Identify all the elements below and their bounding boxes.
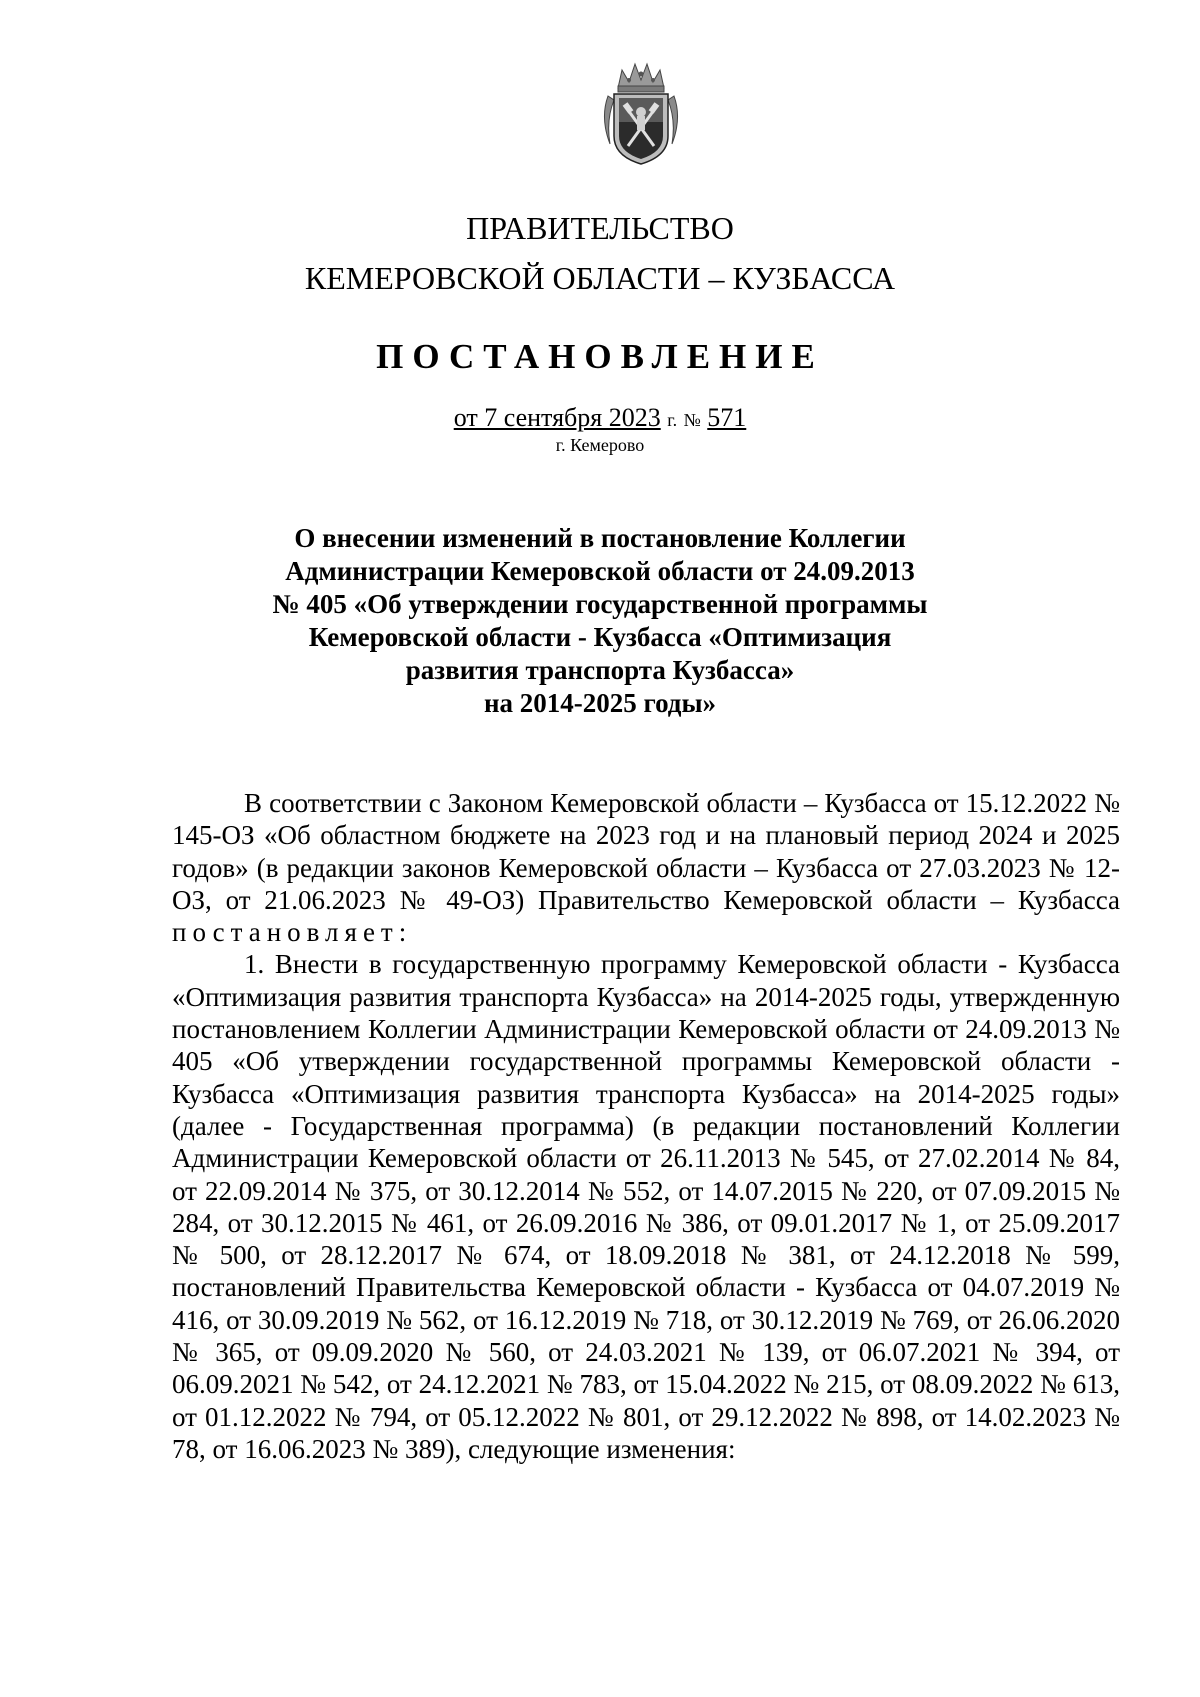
government-name-line1: ПРАВИТЕЛЬСТВО xyxy=(466,210,734,246)
resolves-word: постановляет: xyxy=(172,917,413,948)
preamble-text: В соответствии с Законом Кемеровской области – Кузбасса от 15.12.2022 № 145-ОЗ «Об областном бюджете на 2023 год и на плановый период 2024 и 2025 годов» (в редакции законов Кемеровской области – Кузбасса от 27.03.2023 № 12-ОЗ, от 21.06.2023 № 49-ОЗ) Правительство Кемеровской области – Кузбасса xyxy=(172,788,1120,915)
title-line: Администрации Кемеровской области от 24.09.2013 xyxy=(285,556,915,586)
clause-1-paragraph: 1. Внести в государственную программу Кемеровской области - Кузбасса «Оптимизация развития транспорта Кузбасса» на 2014-2025 годы, утвержденную постановлением Коллегии Администрации Кемеровской области от 24.09.2013 № 405 «Об утверждении государственной программы Кемеровской области - Кузбасса «Оптимизация развития транспорта Кузбасса» на 2014-2025 годы» (далее - Государственная программа) (в редакции постановлений Коллегии Администрации Кемеровской области от 26.11.2013 № 545, от 27.02.2014 № 84, от 22.09.2014 № 375, от 30.12.2014 № 552, от 14.07.2015 № 220, от 07.09.2015 № 284, от 30.12.2015 № 461, от 26.09.2016 № 386, от 09.01.2017 № 1, от 25.09.2017 № 500, от 28.12.2017 № 674, от 18.09.2018 № 381, от 24.12.2018 № 599, постановлений Правительства Кемеровской области - Кузбасса от 04.07.2019 № 416, от 30.09.2019 № 562, от 16.12.2019 № 718, от 30.12.2019 № 769, от 26.06.2020 № 365, от 09.09.2020 № 560, от 24.03.2021 № 139, от 06.07.2021 № 394, от 06.09.2021 № 542, от 24.12.2021 № 783, от 15.04.2022 № 215, от 08.09.2022 № 613, от 01.12.2022 № 794, от 05.12.2022 № 801, от 29.12.2022 № 898, от 14.02.2023 № 78, от 16.06.2023 № 389), следующие изменения: xyxy=(172,949,1120,1464)
title-line: на 2014-2025 годы» xyxy=(483,688,717,718)
title-line: Кемеровской области - Кузбасса «Оптимизация xyxy=(308,622,892,652)
year-suffix: г. xyxy=(667,410,678,430)
government-name-line2: КЕМЕРОВСКОЙ ОБЛАСТИ – КУЗБАССА xyxy=(304,260,896,296)
preamble-paragraph xyxy=(172,787,1120,948)
title-line: № 405 «Об утверждении государственной программы xyxy=(272,589,928,619)
title-line: О внесении изменений в постановление Коллегии xyxy=(294,523,906,553)
city-name: г. Кемерово xyxy=(555,435,645,455)
number-sign: № xyxy=(683,410,701,430)
document-date: от 7 сентября 2023 xyxy=(453,403,661,432)
document-title xyxy=(250,522,950,720)
document-body xyxy=(172,787,1120,1465)
title-line: развития транспорта Кузбасса» xyxy=(405,655,795,685)
document-number: 571 xyxy=(707,403,747,432)
kuzbass-coat-of-arms-icon xyxy=(596,58,686,168)
date-number-line xyxy=(0,403,1200,435)
document-type-heading: ПОСТАНОВЛЕНИЕ xyxy=(376,337,824,376)
